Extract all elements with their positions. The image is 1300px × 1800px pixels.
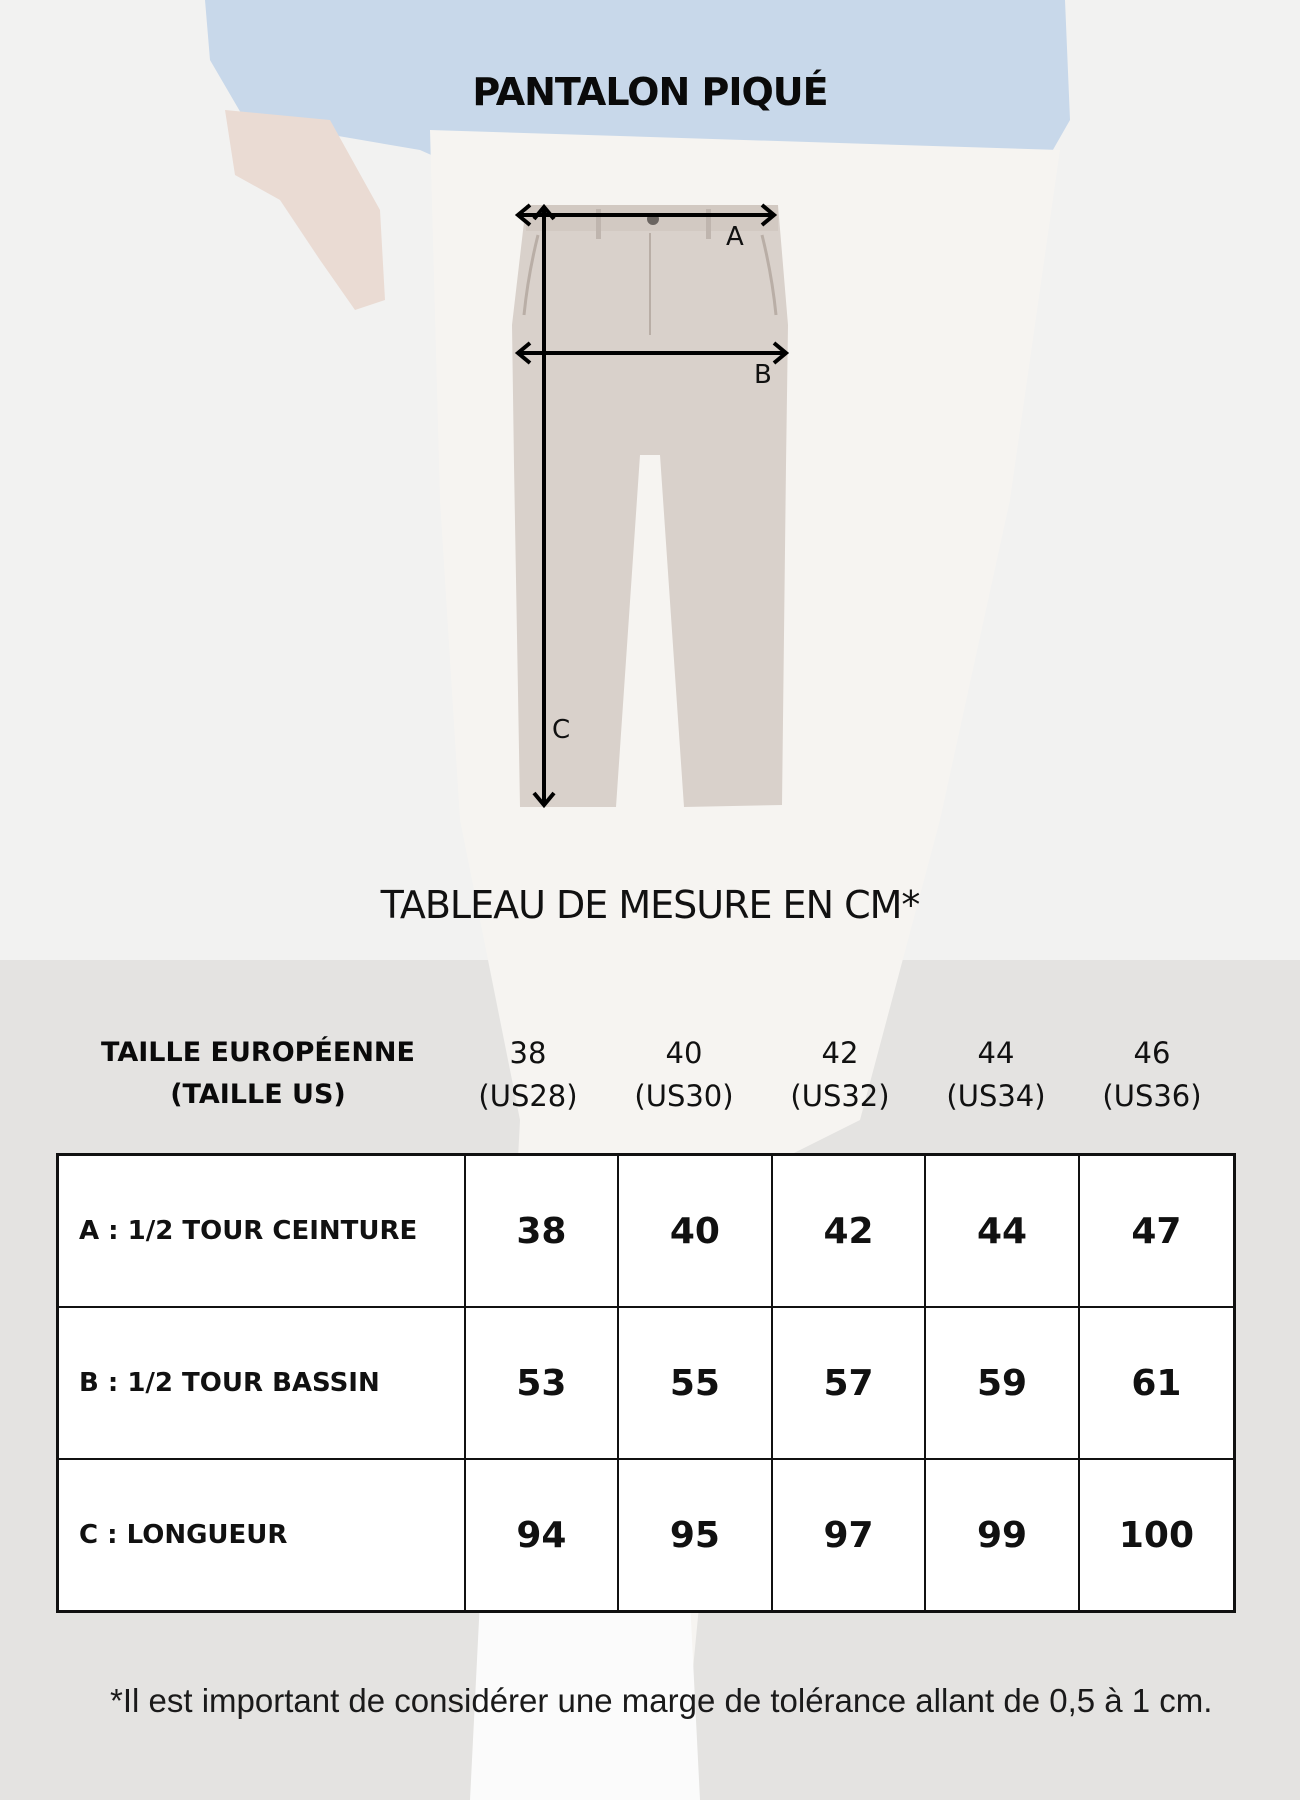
size-col-40 <box>606 1032 762 1118</box>
table-cell: 44 <box>925 1155 1079 1308</box>
table-cell: 100 <box>1079 1459 1235 1612</box>
row-label: B : 1/2 TOUR BASSIN <box>58 1307 465 1459</box>
label-c: C <box>552 715 571 745</box>
size-col-44 <box>918 1032 1074 1118</box>
size-us: (US30) <box>634 1079 734 1113</box>
table-cell: 38 <box>465 1155 619 1308</box>
table-row <box>58 1155 1235 1308</box>
table-subtitle: TABLEAU DE MESURE EN CM* <box>380 883 920 927</box>
size-header-label <box>90 1032 426 1116</box>
table-cell: 40 <box>618 1155 772 1308</box>
size-eu: 46 <box>1133 1036 1171 1070</box>
size-eu: 40 <box>665 1036 703 1070</box>
size-eu: 38 <box>509 1036 547 1070</box>
size-us: (US36) <box>1102 1079 1202 1113</box>
size-eu: 44 <box>977 1036 1015 1070</box>
size-us: (US28) <box>478 1079 578 1113</box>
label-b: B <box>754 360 772 390</box>
tolerance-note: *Il est important de considérer une marge de tolérance allant de 0,5 à 1 cm. <box>110 1682 1213 1719</box>
table-cell: 47 <box>1079 1155 1235 1308</box>
size-eu: 42 <box>821 1036 859 1070</box>
table-cell: 55 <box>618 1307 772 1459</box>
size-table <box>56 1153 1236 1613</box>
size-us: (US32) <box>790 1079 890 1113</box>
row-label: A : 1/2 TOUR CEINTURE <box>58 1155 465 1308</box>
size-us: (US34) <box>946 1079 1046 1113</box>
table-cell: 53 <box>465 1307 619 1459</box>
size-col-46 <box>1074 1032 1230 1118</box>
table-cell: 94 <box>465 1459 619 1612</box>
size-col-42 <box>762 1032 918 1118</box>
table-cell: 61 <box>1079 1307 1235 1459</box>
table-cell: 97 <box>772 1459 926 1612</box>
size-col-38 <box>450 1032 606 1118</box>
label-a: A <box>726 222 744 252</box>
trousers-diagram <box>500 195 800 820</box>
size-header-line2: (TAILLE US) <box>170 1079 346 1110</box>
table-cell: 57 <box>772 1307 926 1459</box>
size-header-line1: TAILLE EUROPÉENNE <box>101 1037 415 1068</box>
table-row <box>58 1459 1235 1612</box>
table-cell: 95 <box>618 1459 772 1612</box>
table-row <box>58 1307 1235 1459</box>
table-cell: 42 <box>772 1155 926 1308</box>
table-cell: 99 <box>925 1459 1079 1612</box>
table-cell: 59 <box>925 1307 1079 1459</box>
page-title: PANTALON PIQUÉ <box>472 70 828 114</box>
row-label: C : LONGUEUR <box>58 1459 465 1612</box>
